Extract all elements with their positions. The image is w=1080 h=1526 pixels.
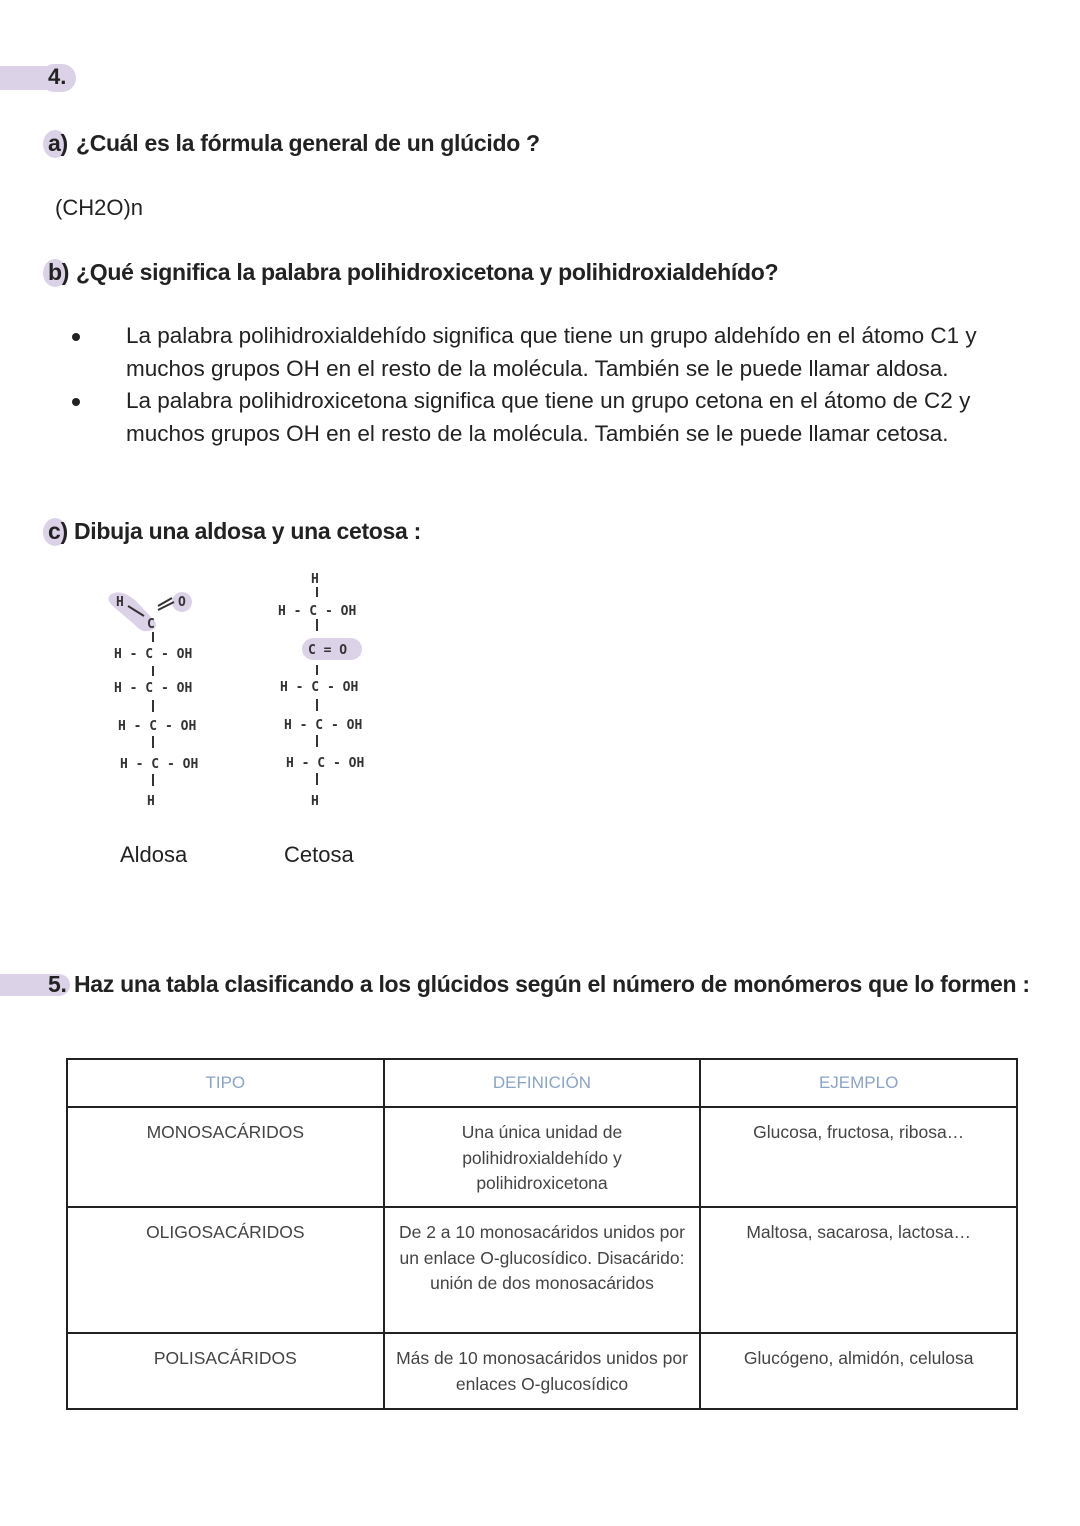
answer-b-bullet-2: La palabra polihidroxicetona significa que tiene un grupo cetona en el átomo de C2 y muchos grupos OH en el resto de la molécula. También se le puede llamar cetosa. (126, 388, 971, 446)
cetosa-line-1: H - C - OH (278, 604, 357, 619)
question-a-letter: a) (48, 130, 68, 156)
question-5-text: Haz una tabla clasificando a los glúcidos según el número de monómeros que lo formen : (74, 971, 1030, 997)
aldosa-line-2: H - C - OH (114, 647, 193, 662)
aldosa-line-h-bottom: H (147, 794, 155, 809)
table-row (67, 1333, 1017, 1409)
table-header-row (67, 1059, 1017, 1107)
header-definicion: DEFINICIÓN (384, 1059, 701, 1107)
cell-tipo: OLIGOSACÁRIDOS (67, 1207, 384, 1333)
header-tipo: TIPO (67, 1059, 384, 1107)
answer-a: (CH2O)n (55, 195, 144, 220)
table-row (67, 1107, 1017, 1207)
cetosa-line-4: H - C - OH (284, 718, 363, 733)
list-item (62, 320, 1042, 385)
aldosa-line-5: H - C - OH (120, 757, 199, 772)
question-4-number: 4. (48, 64, 67, 89)
question-b-letter: b) (48, 259, 70, 285)
aldosa-structure (100, 580, 230, 810)
cell-definicion: De 2 a 10 monosacáridos unidos por un enlace O-glucosídico. Disacárido: unión de dos monosacáridos (384, 1207, 701, 1333)
cell-ejemplo: Maltosa, sacarosa, lactosa… (700, 1207, 1017, 1333)
cell-ejemplo: Glucógeno, almidón, celulosa (700, 1333, 1017, 1409)
aldosa-o: O (178, 595, 186, 610)
question-b-text: ¿Qué significa la palabra polihidroxicetona y polihidroxialdehído? (76, 259, 779, 285)
question-c-text: Dibuja una aldosa y una cetosa : (74, 518, 421, 544)
cetosa-line-3: H - C - OH (280, 680, 359, 695)
header-ejemplo: EJEMPLO (700, 1059, 1017, 1107)
answer-b-list (62, 320, 1042, 450)
answer-b-bullet-1: La palabra polihidroxialdehído significa que tiene un grupo aldehído en el átomo C1 y muchos grupos OH en el resto de la molécula. También se le puede llamar aldosa. (126, 323, 977, 381)
table-row (67, 1207, 1017, 1333)
aldosa-line-3: H - C - OH (114, 681, 193, 696)
classification-table (66, 1058, 1018, 1410)
question-5-number: 5. (48, 971, 67, 997)
cell-tipo: POLISACÁRIDOS (67, 1333, 384, 1409)
question-a-text: ¿Cuál es la fórmula general de un glúcido ? (76, 130, 540, 156)
cetosa-line-co: C = O (308, 643, 348, 658)
cetosa-line-h-top: H (311, 572, 319, 587)
cetosa-line-h-bottom: H (311, 794, 319, 809)
aldosa-line-h-top: H (116, 595, 124, 610)
cell-definicion: Más de 10 monosacáridos unidos por enlaces O-glucosídico (384, 1333, 701, 1409)
cell-ejemplo: Glucosa, fructosa, ribosa… (700, 1107, 1017, 1207)
list-item (62, 385, 1042, 450)
cetosa-structure (270, 565, 400, 810)
cell-tipo: MONOSACÁRIDOS (67, 1107, 384, 1207)
cetosa-line-5: H - C - OH (286, 756, 365, 771)
aldosa-line-4: H - C - OH (118, 719, 197, 734)
question-c-letter: c) (48, 518, 68, 544)
bullet-icon (72, 398, 80, 406)
cetosa-label: Cetosa (284, 842, 354, 867)
cell-definicion: Una única unidad de polihidroxialdehído y polihidroxicetona (384, 1107, 701, 1207)
bullet-icon (72, 333, 80, 341)
aldosa-line-co: C (147, 617, 155, 632)
aldosa-label: Aldosa (120, 842, 188, 867)
